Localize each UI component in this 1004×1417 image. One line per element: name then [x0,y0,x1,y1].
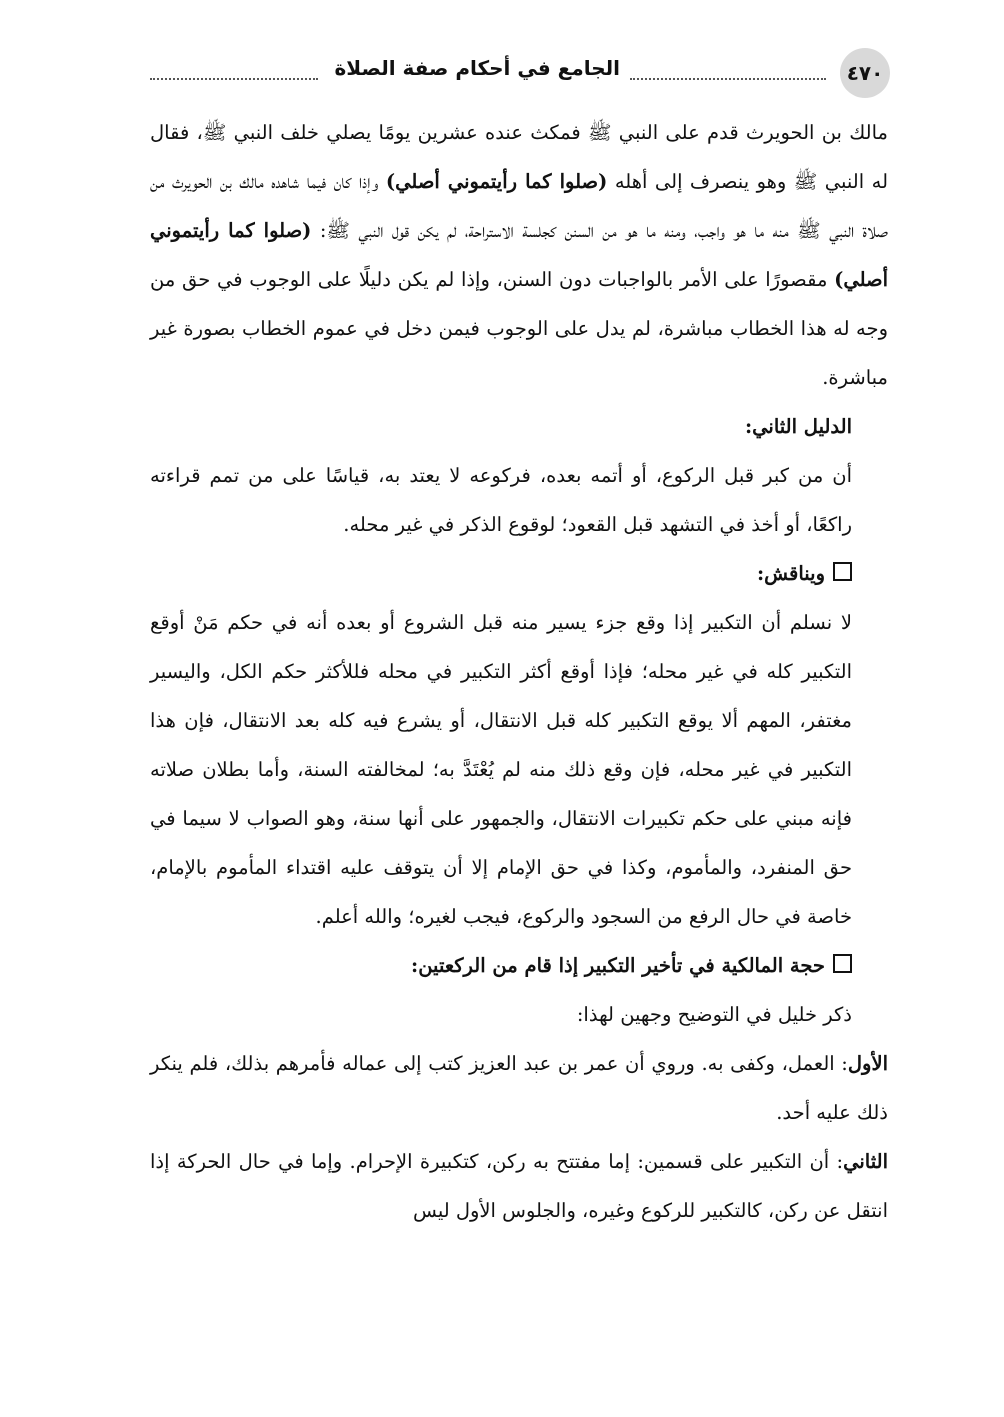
header-dotted-rule-left [150,78,318,80]
hadith-quote: (صلوا كما رأيتموني أصلي) [385,170,608,193]
page-body [150,108,888,1235]
heading-second-proof: الدليل الثاني: [744,415,852,438]
heading-maliki-argument: حجة المالكية في تأخير التكبير إذا قام من الركعتين: [150,941,888,990]
book-title: الجامع في أحكام صفة الصلاة [334,56,620,80]
paragraph-discussion: لا نسلم أن التكبير إذا وقع جزء يسير منه قبل الشروع أو بعده أنه في حكم مَنْ أوقع التكبير كله في غير محله؛ فإذا أوقع أكثر التكبير في محله فللأكثر حكم الكل، واليسير مغتفر، المهم ألا يوقع التكبير كله قبل الانتقال، أو يشرع فيه كله بعد الانتقال، فإن هذا التكبير في غير محله، فإن وقع ذلك منه لم يُعْتَدَّ به؛ لمخالفته السنة، وأما بطلان صلاته فإنه مبني على حكم تكبيرات الانتقال، والجمهور على أنها سنة، وهو الصواب لا سيما في حق المنفرد، والمأموم، وكذا في حق الإمام إلا أن يتوقف عليه اقتداء المأموم بالإمام، خاصة في حال الرفع من السجود والركوع، فيجب لغيره؛ والله أعلم. [150,611,852,928]
hadith-quote-2: (صلوا كما رأيتموني أصلي) [150,219,889,291]
checkbox-square-icon [833,562,852,581]
paragraph-hadith: مالك بن الحويرث قدم على النبي ﷺ فمكث عنده عشرين يومًا يصلي خلف النبي ﷺ، فقال له النبي ﷺ وهو ينصرف إلى أهله (صلوا كما رأيتموني أصلي) وإذا كان فيما شاهده مالك بن الحويرث من صلاة النبي ﷺ منه ما هو واجب، ومنه ما هو من السنن كجلسة الاستراحة، لم يكن قول النبي ﷺ: (صلوا كما رأيتموني أصلي) مقصورًا على الأمر بالواجبات دون السنن، وإذا لم يكن دليلًا على الوجوب في حق من وجه له هذا الخطاب مباشرة، لم يدل على الوجوب فيمن دخل في عموم الخطاب بصورة غير مباشرة. [150,121,889,389]
heading-discussion: ويناقش: [150,549,888,598]
checkbox-square-icon [833,954,852,973]
paragraph-first-reason: الأول: العمل، وكفى به. وروي أن عمر بن عبد العزيز كتب إلى عماله فأمرهم بذلك، فلم ينكر ذلك عليه أحد. [150,1052,888,1124]
paragraph-second-reason: الثاني: أن التكبير على قسمين: إما مفتتح به ركن، كتكبيرة الإحرام. وإما في حال الحركة إذا انتقل عن ركن، كالتكبير للركوع وغيره، والجلوس الأول ليس [150,1150,888,1222]
paragraph-khalil: ذكر خليل في التوضيح وجهين لهذا: [576,1003,852,1026]
page-number-badge: ٤٧٠ [840,48,890,98]
paragraph-second-proof: أن من كبر قبل الركوع، أو أتمه بعده، فركوعه لا يعتد به، قياسًا على من تمم قراءته راكعًا، أو أخذ في التشهد قبل القعود؛ لوقوع الذكر في غير محله. [150,464,852,536]
page-header [150,40,890,106]
header-dotted-rule-right [630,78,826,80]
